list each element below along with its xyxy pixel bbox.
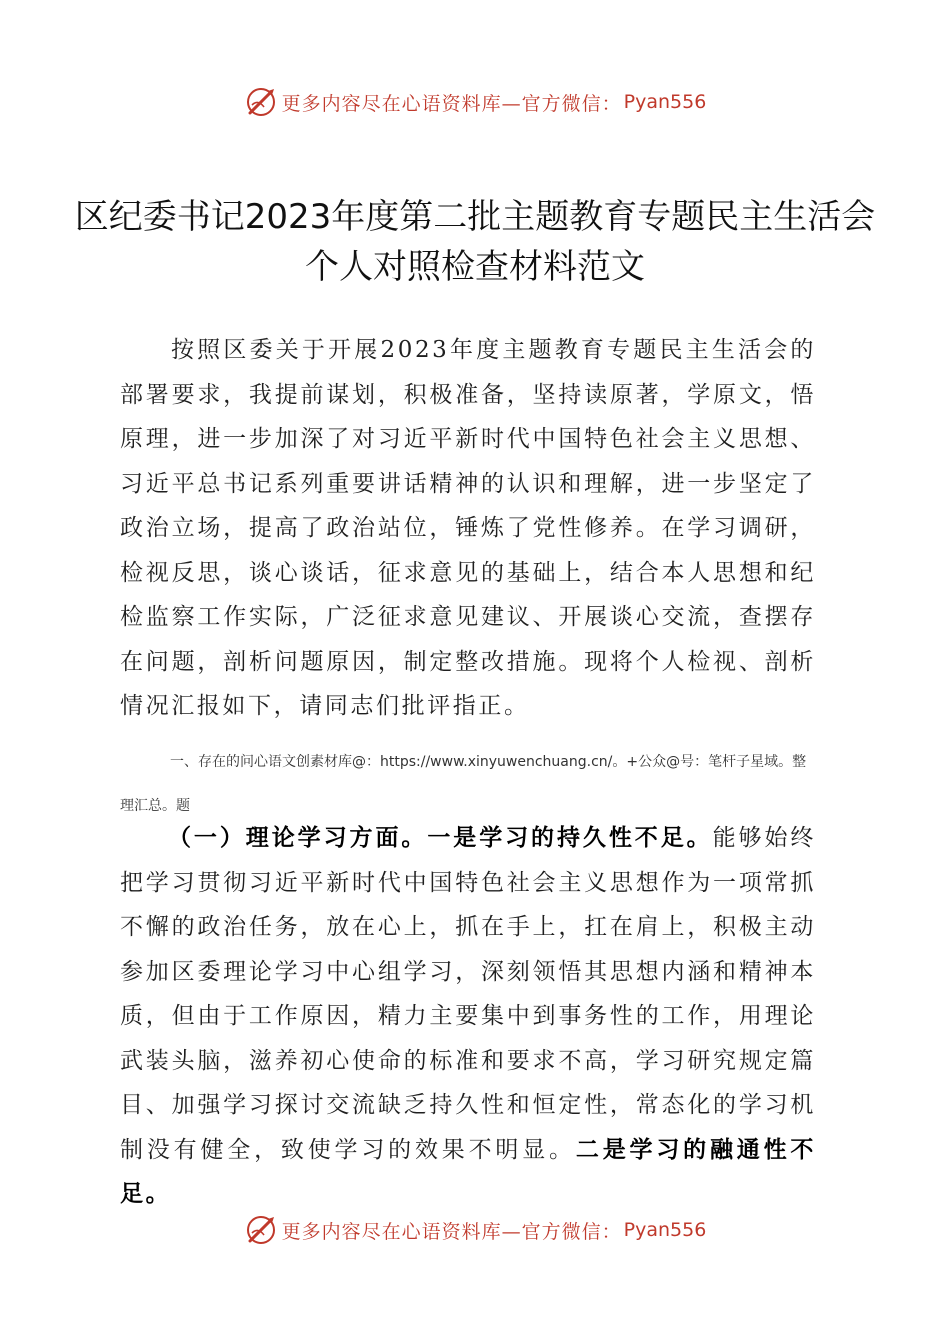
- watermark-wechat-id: Pyan556: [623, 91, 707, 113]
- document-title: 区纪委书记2023年度第二批主题教育专题民主生活会个人对照检查材料范文: [74, 197, 876, 287]
- watermark-banner-top: [0, 82, 950, 122]
- pen-logo-icon: [244, 85, 278, 119]
- point1-body: 能够始终把学习贯彻习近平新时代中国特色社会主义思想作为一项常抓不懈的政治任务，放在心上，抓在手上，扛在肩上，积极主动参加区委理论学习中心组学习，深刻领悟其思想内涵和精神本质，但由于工作原因，精力主要集中到事务性的工作，用理论武装头脑，滋养初心使命的标准和要求不高，学习研究规定篇目、加强学习探讨交流缺乏持久性和恒定性，常态化的学习机制没有健全，致使学习的效果不明显。: [120, 825, 816, 1163]
- watermark-text: 更多内容尽在心语资料库—官方微信：: [281, 92, 622, 115]
- watermark-banner-bottom: [0, 1210, 950, 1250]
- subsection-heading: （一）理论学习方面。: [168, 824, 428, 851]
- intro-paragraph: 按照区委关于开展2023年度主题教育专题民主生活会的部署要求，我提前谋划，积极准备，坚持读原著，学原文，悟原理，进一步加深了对习近平新时代中国特色社会主义思想、习近平总书记系列重要讲话精神的认识和理解，进一步坚定了政治立场，提高了政治站位，锤炼了党性修养。在学习调研，检视反思，谈心谈话，征求意见的基础上，结合本人思想和纪检监察工作实际，广泛征求意见建议、开展谈心交流，查摆存在问题，剖析问题原因，制定整改措施。现将个人检视、剖析情况汇报如下，请同志们批评指正。: [120, 337, 816, 719]
- section-heading: [120, 740, 820, 828]
- section-heading-text: 一、存在的问心语文创素材库@：https://www.xinyuwenchuang.cn/。+公众@号：笔杆子星域。整理汇总。题: [120, 754, 807, 814]
- watermark-text: 更多内容尽在心语资料库—官方微信：: [281, 1220, 622, 1243]
- point1-title: 一是学习的持久性不足。: [427, 824, 713, 851]
- watermark-wechat-id: Pyan556: [623, 1219, 707, 1241]
- pen-logo-icon: [244, 1213, 278, 1247]
- subsection-paragraph: [120, 816, 816, 1217]
- point2-title: 二是学习的融通性不足。: [120, 1135, 816, 1207]
